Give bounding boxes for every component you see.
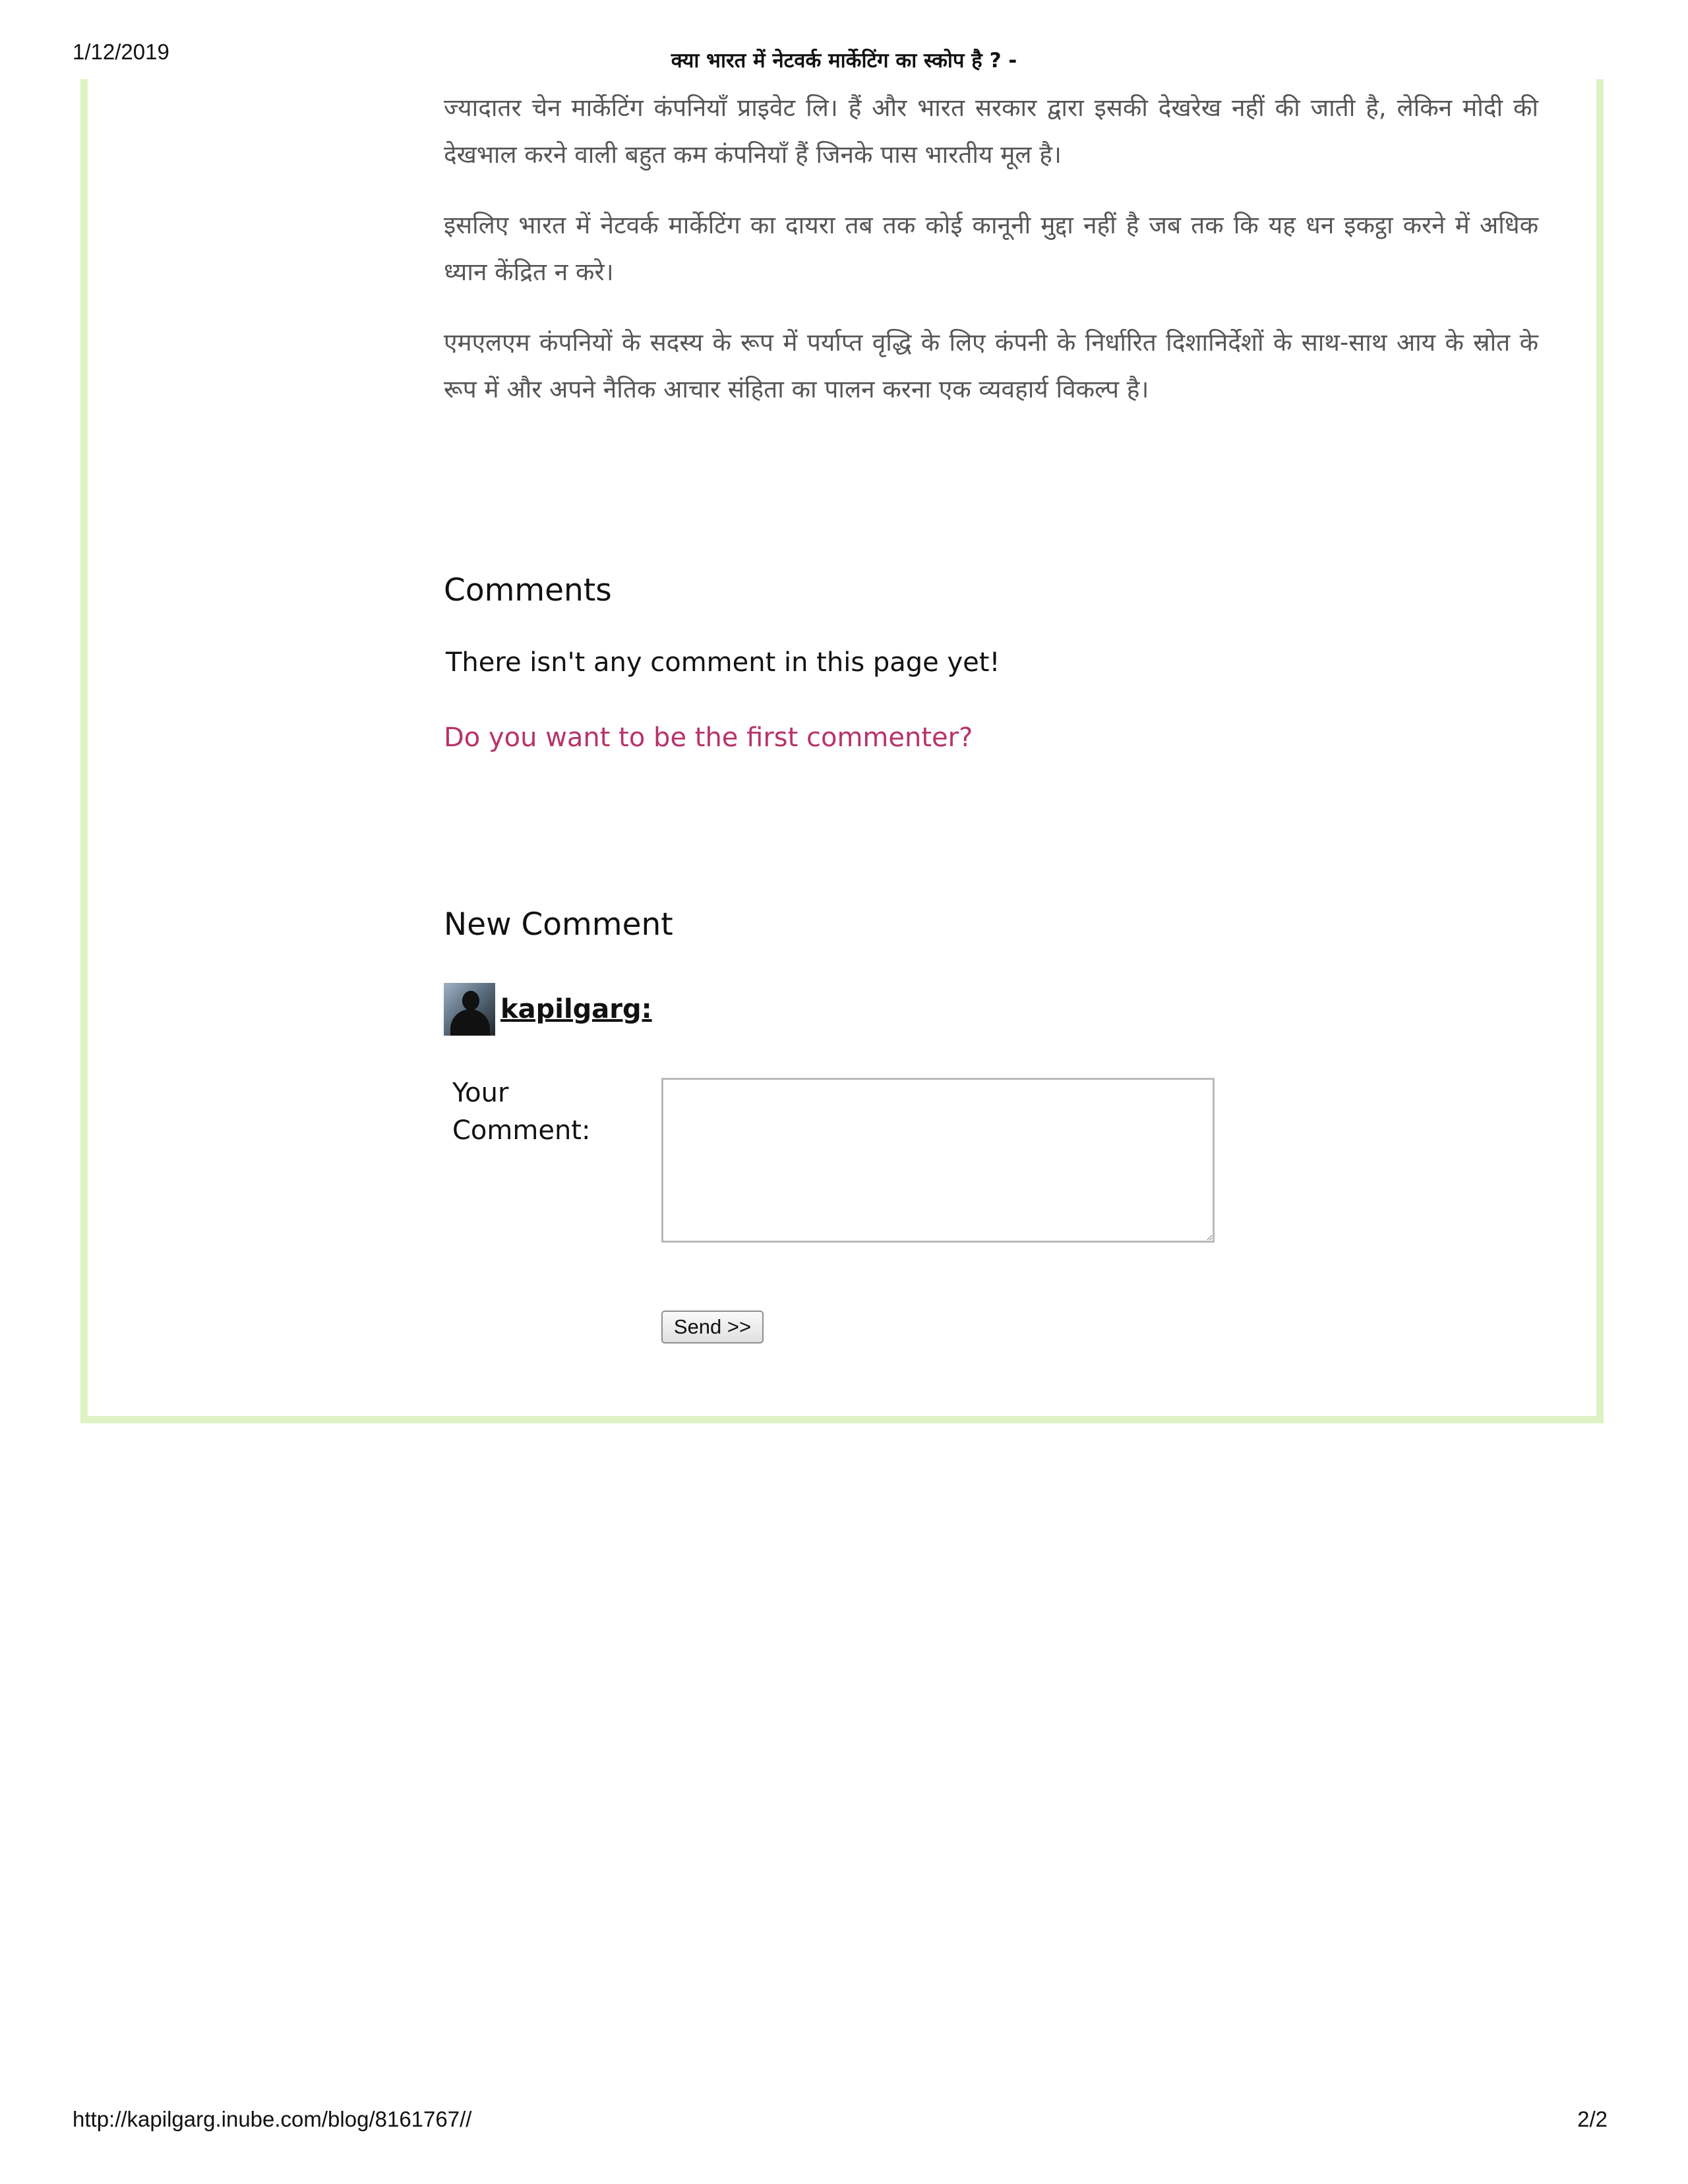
comment-label: [452, 1075, 624, 1150]
print-url: http://kapilgarg.inube.com/blog/8161767//: [73, 2107, 472, 2131]
print-date: 1/12/2019: [73, 40, 169, 64]
article-paragraph: एमएलएम कंपनियों के सदस्य के रूप में पर्याप्त वृद्धि के लिए कंपनी के निर्धारित दिशानिर्देशों के साथ-साथ आय के स्रोत के रूप में और अपने नैतिक आचार संहिता का पालन करना एक व्यवहार्य विकल्प है।: [444, 328, 1538, 403]
article-paragraph: ज्यादातर चेन मार्केटिंग कंपनियाँ प्राइवेट लि। हैं और भारत सरकार द्वारा इसकी देखरेख नहीं की जाती है, लेकिन मोदी की देखभाल करने वाली बहुत कम कंपनियाँ हैं जिनके पास भारतीय मूल है।: [444, 94, 1538, 169]
username-link[interactable]: kapilgarg:: [500, 994, 652, 1024]
commenter-user: [444, 982, 652, 1036]
print-title: क्या भारत में नेटवर्क मार्केटिंग का स्कोप है ? -: [671, 49, 1017, 73]
comments-heading: Comments: [444, 572, 612, 608]
user-avatar-icon[interactable]: [444, 983, 495, 1036]
print-page-number: 2/2: [1577, 2107, 1608, 2131]
comment-textarea[interactable]: [661, 1078, 1215, 1243]
article-body: [444, 84, 1538, 436]
comment-label-line2: Comment:: [452, 1115, 591, 1146]
article-paragraph: इसलिए भारत में नेटवर्क मार्केटिंग का दायरा तब तक कोई कानूनी मुद्दा नहीं है जब तक कि यह धन इकट्ठा करने में अधिक ध्यान केंद्रित न करे।: [444, 211, 1538, 286]
no-comments-message: There isn't any comment in this page yet!: [446, 647, 1000, 678]
send-button[interactable]: Send >>: [661, 1311, 764, 1343]
comment-label-line1: Your: [452, 1078, 509, 1108]
new-comment-heading: New Comment: [444, 906, 673, 943]
first-commenter-link[interactable]: Do you want to be the first commenter?: [444, 723, 973, 753]
